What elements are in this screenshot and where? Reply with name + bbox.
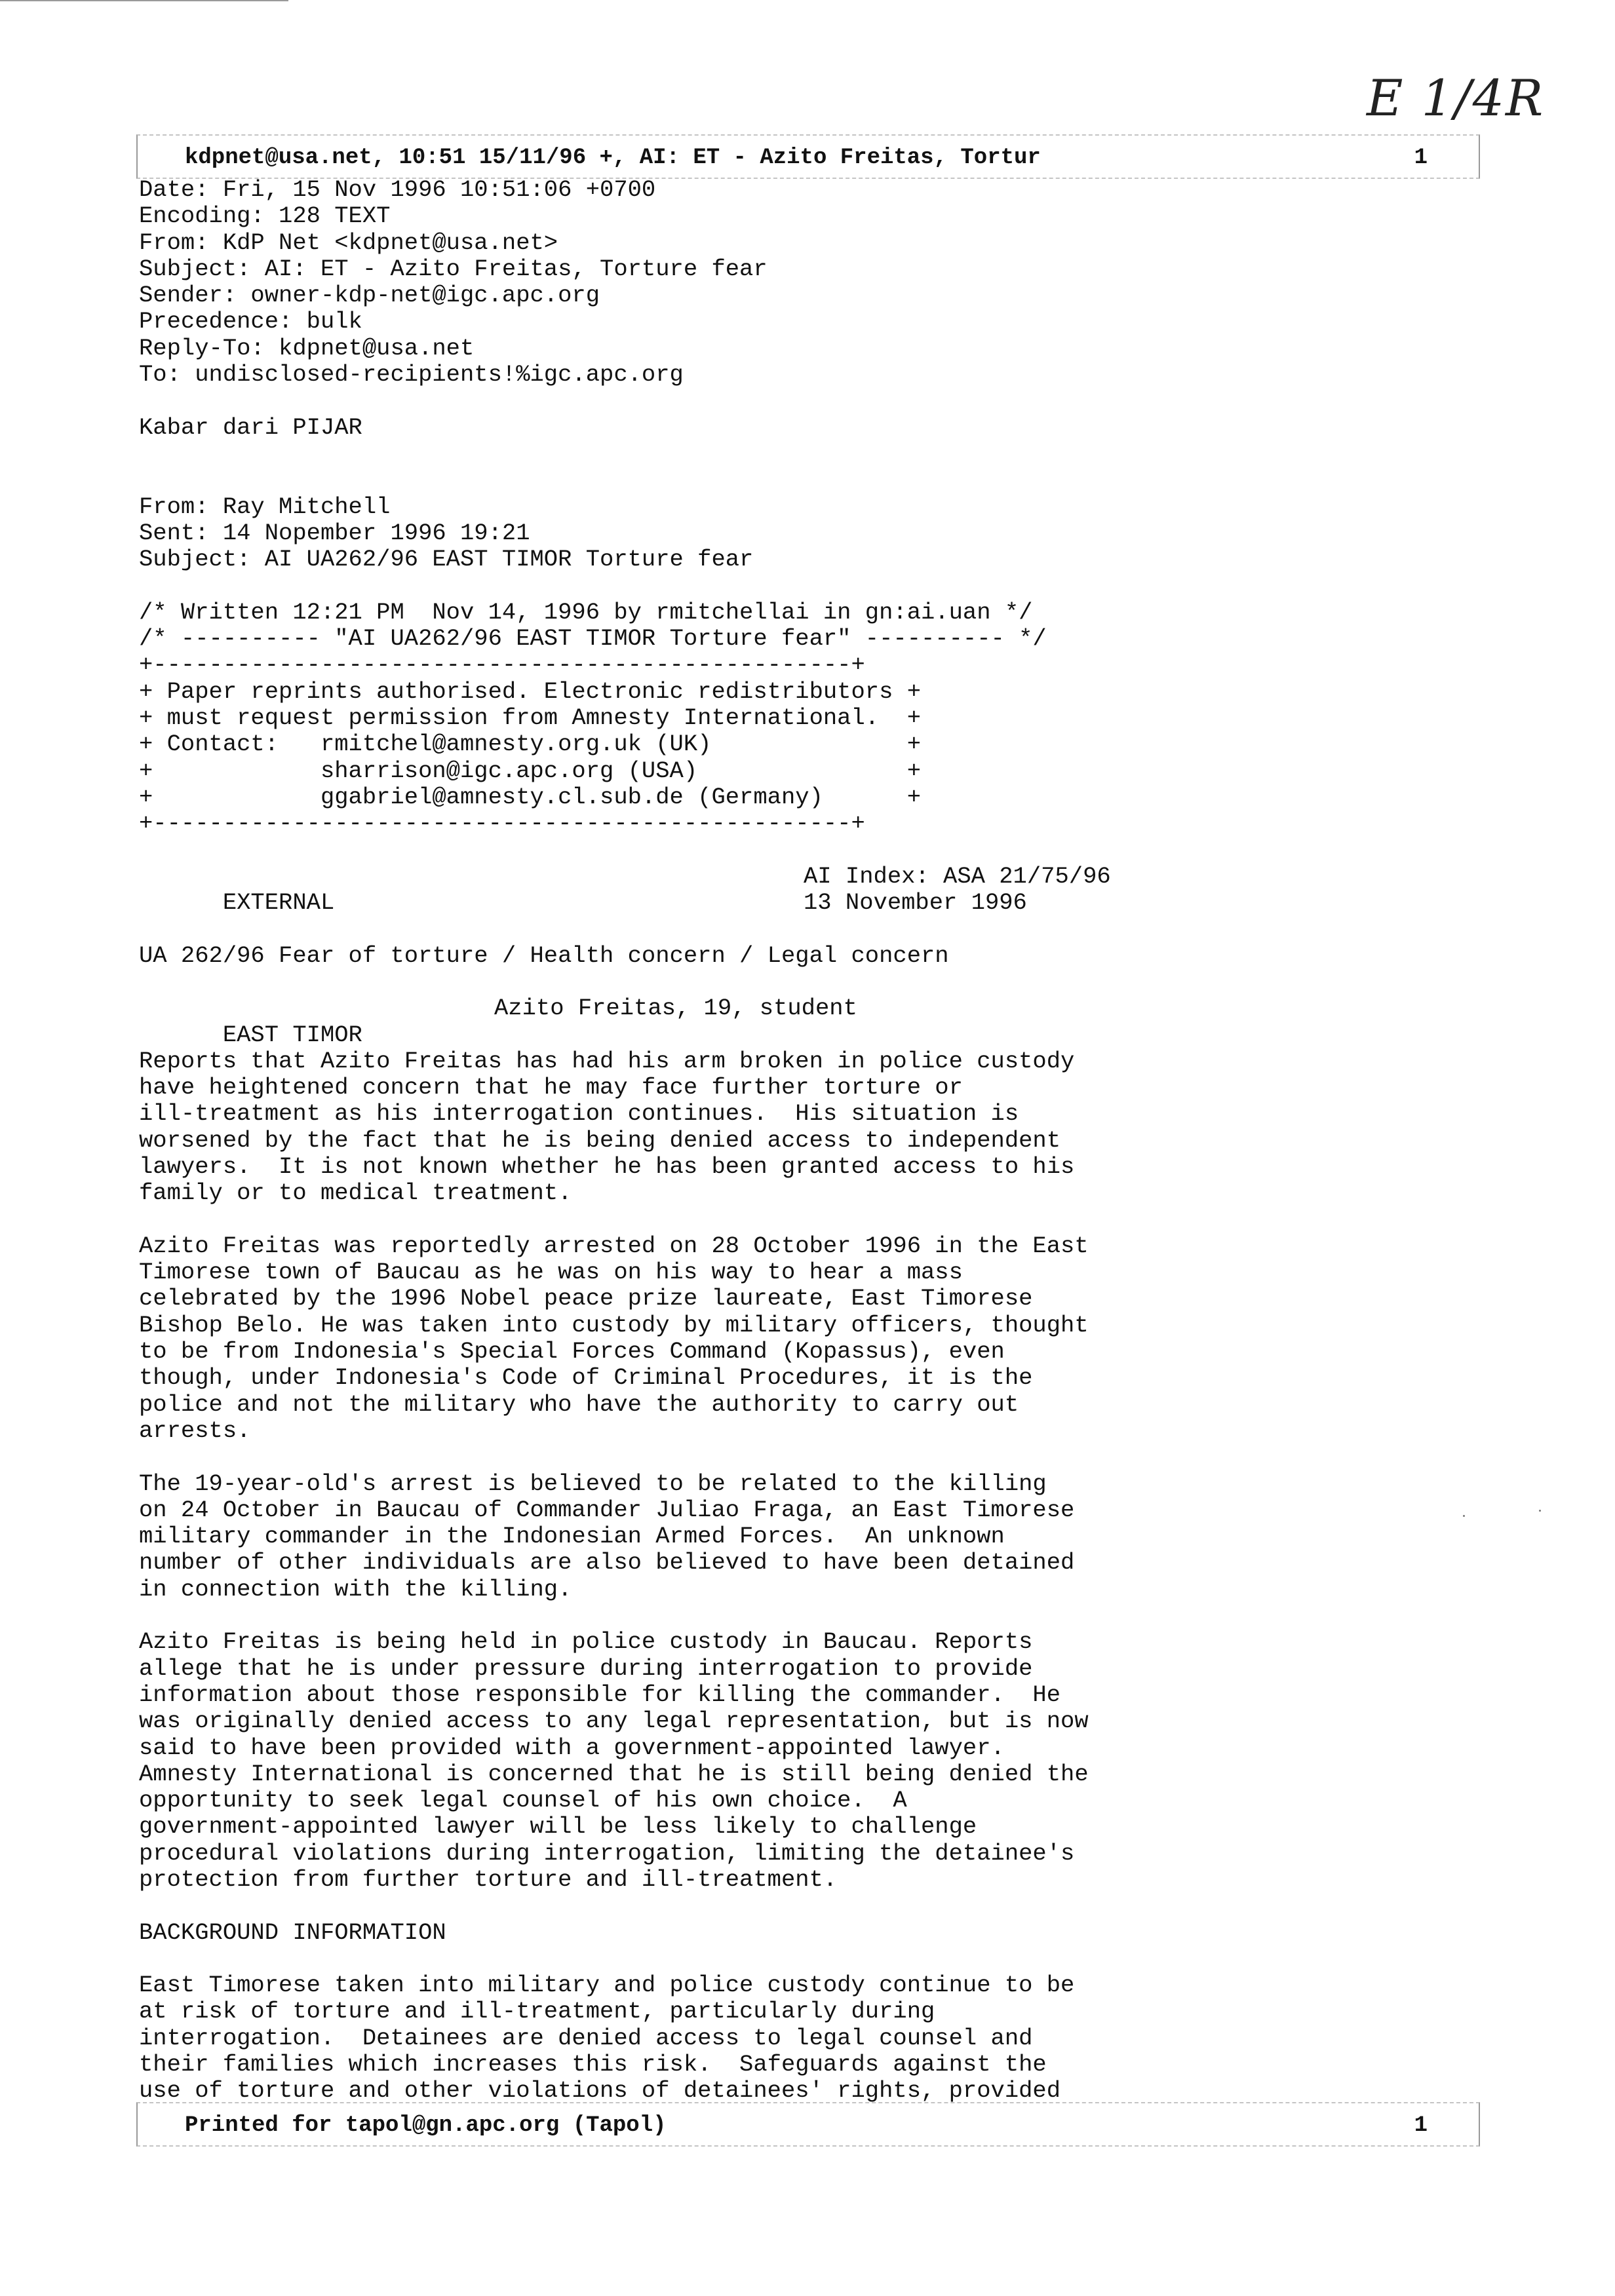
paragraph-arrest-details bbox=[139, 1233, 1469, 1444]
notice-line: + Paper reprints authorised. Electronic redistributors + bbox=[139, 678, 921, 705]
notice-contact-usa: + sharrison@igc.apc.org (USA) + bbox=[139, 757, 921, 784]
paragraph-line: in connection with the killing. bbox=[139, 1575, 572, 1603]
notice-border-bottom: +--------------------------------------------------+ bbox=[139, 810, 865, 837]
paragraph-line: worsened by the fact that he is being denied access to independent bbox=[139, 1126, 1061, 1154]
country-label: EAST TIMOR bbox=[222, 1021, 362, 1048]
redistribution-notice-box bbox=[139, 652, 1469, 837]
country-subject-row bbox=[139, 995, 1469, 1048]
paragraph-line: Azito Freitas was reportedly arrested on 28 October 1996 in the East bbox=[139, 1232, 1089, 1259]
paragraph-line: lawyers. It is not known whether he has been granted access to his bbox=[139, 1153, 1075, 1180]
print-footer-title: Printed for tapol@gn.apc.org (Tapol) bbox=[185, 2113, 667, 2138]
intro-line: Kabar dari PIJAR bbox=[139, 413, 362, 441]
paragraph-line: police and not the military who have the authority to carry out bbox=[139, 1390, 1019, 1418]
paragraph-line: family or to medical treatment. bbox=[139, 1179, 572, 1207]
background-heading: BACKGROUND INFORMATION bbox=[139, 1919, 446, 1946]
scan-speck bbox=[1539, 1510, 1541, 1512]
document-date: 13 November 1996 bbox=[804, 889, 1027, 917]
paragraph-line: though, under Indonesia's Code of Criminal Procedures, it is the bbox=[139, 1364, 1033, 1392]
paragraph-line: East Timorese taken into military and police custody continue to be bbox=[139, 1972, 1075, 1999]
header-reply-to: Reply-To: kdpnet@usa.net bbox=[139, 334, 475, 362]
paragraph-arrest-injury bbox=[139, 1048, 1469, 1207]
paragraph-line: said to have been provided with a government-appointed lawyer. bbox=[139, 1734, 1005, 1761]
forward-subject: Subject: AI UA262/96 EAST TIMOR Torture fear bbox=[139, 546, 754, 573]
paragraph-background bbox=[139, 1972, 1469, 2104]
notice-border-top: +--------------------------------------------------+ bbox=[139, 651, 865, 679]
ai-index: AI Index: ASA 21/75/96 bbox=[804, 862, 1111, 890]
paragraph-line: ill-treatment as his interrogation continues. His situation is bbox=[139, 1100, 1019, 1128]
header-precedence: Precedence: bulk bbox=[139, 308, 362, 335]
paragraph-line: arrests. bbox=[139, 1417, 251, 1444]
written-by-lines bbox=[139, 600, 1469, 653]
notice-line: + must request permission from Amnesty International. + bbox=[139, 704, 921, 731]
header-to: To: undisclosed-recipients!%igc.apc.org bbox=[139, 361, 684, 389]
notice-contact-germany: + ggabriel@amnesty.cl.sub.de (Germany) + bbox=[139, 783, 921, 811]
paragraph-line: allege that he is under pressure during interrogation to provide bbox=[139, 1655, 1033, 1682]
paragraph-line: protection from further torture and ill-treatment. bbox=[139, 1866, 838, 1893]
subject-person: Azito Freitas, 19, student bbox=[494, 995, 857, 1022]
paragraph-line: Reports that Azito Freitas has had his arm broken in police custody bbox=[139, 1047, 1075, 1075]
paragraph-custody-concern bbox=[139, 1629, 1469, 1893]
email-headers bbox=[139, 177, 1469, 388]
print-footer-bar bbox=[136, 2102, 1480, 2147]
paragraph-line: Bishop Belo. He was taken into custody by military officers, thought bbox=[139, 1311, 1089, 1339]
classification-label: EXTERNAL bbox=[222, 889, 335, 917]
paragraph-line: on 24 October in Baucau of Commander Juliao Fraga, an East Timorese bbox=[139, 1496, 1075, 1523]
paragraph-line: information about those responsible for killing the commander. He bbox=[139, 1681, 1061, 1708]
paragraph-line: procedural violations during interrogation, limiting the detainee's bbox=[139, 1839, 1075, 1867]
paragraph-line: to be from Indonesia's Special Forces Command (Kopassus), even bbox=[139, 1338, 1005, 1366]
paragraph-line: The 19-year-old's arrest is believed to be related to the killing bbox=[139, 1470, 1047, 1497]
print-header-bar bbox=[136, 134, 1480, 179]
ua-title: UA 262/96 Fear of torture / Health concern / Legal concern bbox=[139, 942, 949, 969]
header-from: From: KdP Net <kdpnet@usa.net> bbox=[139, 229, 558, 256]
paragraph-line: military commander in the Indonesian Armed Forces. An unknown bbox=[139, 1523, 1005, 1550]
document-date-row bbox=[139, 890, 1469, 916]
notice-contact-uk: + Contact: rmitchel@amnesty.org.uk (UK) + bbox=[139, 731, 921, 758]
paragraph-line: Amnesty International is concerned that he is still being denied the bbox=[139, 1760, 1089, 1788]
paragraph-line: use of torture and other violations of detainees' rights, provided bbox=[139, 2077, 1061, 2105]
header-subject: Subject: AI: ET - Azito Freitas, Torture fear bbox=[139, 255, 768, 282]
paragraph-killing-link bbox=[139, 1471, 1469, 1603]
header-sender: Sender: owner-kdp-net@igc.apc.org bbox=[139, 282, 600, 309]
print-header-page-number: 1 bbox=[1414, 145, 1428, 170]
header-encoding: Encoding: 128 TEXT bbox=[139, 202, 391, 230]
paragraph-line: opportunity to seek legal counsel of his own choice. A bbox=[139, 1787, 907, 1814]
scan-edge-line bbox=[0, 0, 288, 1]
paragraph-line: government-appointed lawyer will be less likely to challenge bbox=[139, 1813, 977, 1841]
paragraph-line: number of other individuals are also believed to have been detained bbox=[139, 1549, 1075, 1577]
print-header-title: kdpnet@usa.net, 10:51 15/11/96 +, AI: ET - Azito Freitas, Tortur bbox=[185, 145, 1041, 170]
written-title-line: /* ---------- "AI UA262/96 EAST TIMOR Torture fear" ---------- */ bbox=[139, 625, 1047, 653]
forward-from: From: Ray Mitchell bbox=[139, 493, 391, 520]
scan-speck bbox=[1463, 1515, 1465, 1517]
paragraph-line: interrogation. Detainees are denied access to legal counsel and bbox=[139, 2024, 1033, 2052]
paragraph-line: Timorese town of Baucau as he was on his way to hear a mass bbox=[139, 1259, 963, 1286]
handwritten-file-mark: E 1/4R bbox=[1367, 69, 1545, 127]
email-body bbox=[139, 177, 1469, 2105]
forward-sent: Sent: 14 Nopember 1996 19:21 bbox=[139, 519, 530, 546]
header-date: Date: Fri, 15 Nov 1996 10:51:06 +0700 bbox=[139, 176, 656, 203]
written-line: /* Written 12:21 PM Nov 14, 1996 by rmitchellai in gn:ai.uan */ bbox=[139, 598, 1033, 626]
paragraph-line: at risk of torture and ill-treatment, particularly during bbox=[139, 1998, 935, 2025]
paragraph-line: celebrated by the 1996 Nobel peace prize laureate, East Timorese bbox=[139, 1285, 1033, 1312]
paragraph-line: Azito Freitas is being held in police custody in Baucau. Reports bbox=[139, 1628, 1033, 1656]
paragraph-line: was originally denied access to any legal representation, but is now bbox=[139, 1708, 1089, 1735]
paragraph-line: have heightened concern that he may face further torture or bbox=[139, 1074, 963, 1101]
forward-headers bbox=[139, 494, 1469, 573]
paragraph-line: their families which increases this risk. Safeguards against the bbox=[139, 2051, 1047, 2078]
print-footer-page-number: 1 bbox=[1414, 2113, 1428, 2138]
